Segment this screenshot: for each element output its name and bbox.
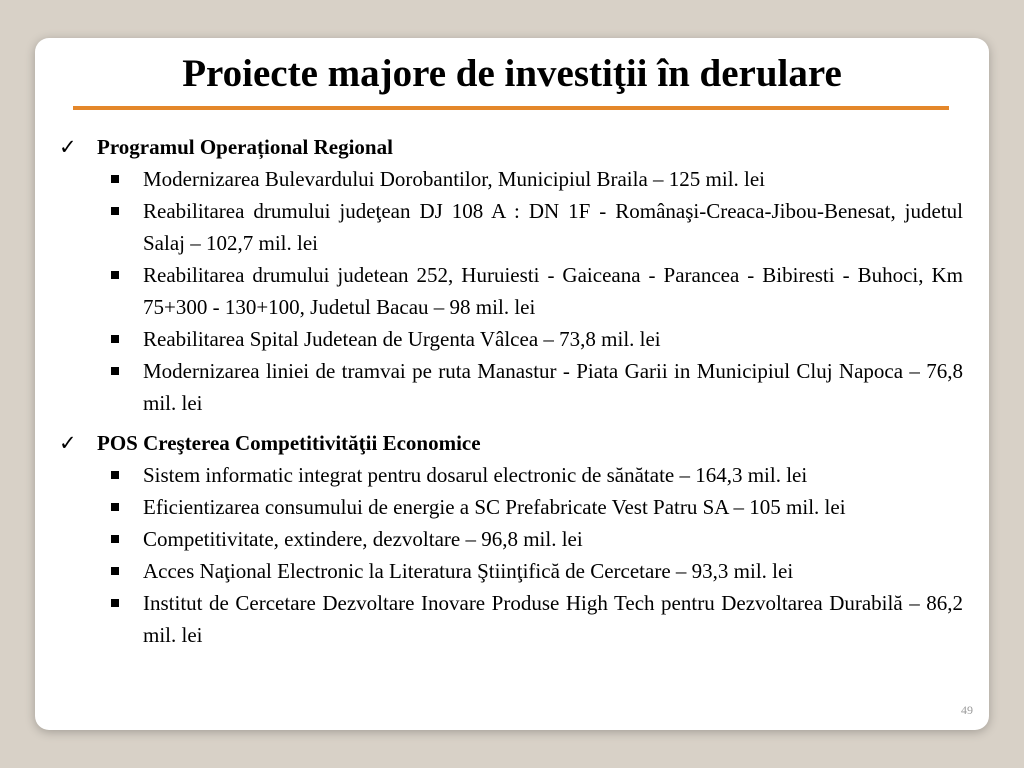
square-bullet-icon: [111, 175, 119, 183]
list-item: [55, 355, 963, 419]
list-item-text: Reabilitarea Spital Judetean de Urgenta Vâlcea – 73,8 mil. lei: [143, 327, 661, 351]
list-item: [55, 163, 963, 195]
list-item: [55, 587, 963, 651]
list-item: [55, 459, 963, 491]
square-bullet-icon: [111, 207, 119, 215]
square-bullet-icon: [111, 335, 119, 343]
list-item-text: Competitivitate, extindere, dezvoltare – 96,8 mil. lei: [143, 527, 583, 551]
section-heading: [55, 427, 963, 459]
slide-title: Proiecte majore de investiţii în derulare: [182, 52, 842, 95]
check-icon: ✓: [59, 431, 77, 455]
section-heading: [55, 131, 963, 163]
section-pos-competitivitate: [55, 427, 963, 651]
square-bullet-icon: [111, 367, 119, 375]
list-item-text: Sistem informatic integrat pentru dosarul electronic de sănătate – 164,3 mil. lei: [143, 463, 808, 487]
bullet-list: [55, 459, 963, 651]
square-bullet-icon: [111, 471, 119, 479]
square-bullet-icon: [111, 271, 119, 279]
check-icon: ✓: [59, 135, 77, 159]
list-item-text: Modernizarea Bulevardului Dorobantilor, Municipiul Braila – 125 mil. lei: [143, 167, 766, 191]
list-item-text: Modernizarea liniei de tramvai pe ruta Manastur - Piata Garii in Municipiul Cluj Napoca – 76,8 mil. lei: [143, 359, 963, 415]
list-item: [55, 259, 963, 323]
slide-content: [55, 131, 963, 659]
page-number: 49: [961, 703, 973, 717]
list-item-text: Eficientizarea consumului de energie a SC Prefabricate Vest Patru SA – 105 mil. lei: [143, 495, 846, 519]
square-bullet-icon: [111, 599, 119, 607]
square-bullet-icon: [111, 535, 119, 543]
section-heading-label: Programul Operațional Regional: [97, 135, 393, 159]
list-item: [55, 491, 963, 523]
list-item-text: Reabilitarea drumului judetean 252, Huruiesti - Gaiceana - Parancea - Bibiresti - Buhoci, Km 75+300 - 130+100, Judetul Bacau – 98 mil. lei: [143, 263, 963, 319]
bullet-list: [55, 163, 963, 419]
section-programul-operational-regional: [55, 131, 963, 419]
list-item-text: Acces Naţional Electronic la Literatura Ştiinţifică de Cercetare – 93,3 mil. lei: [143, 559, 794, 583]
square-bullet-icon: [111, 503, 119, 511]
section-heading-label: POS Creşterea Competitivităţii Economice: [97, 431, 481, 455]
list-item: [55, 555, 963, 587]
list-item-text: Institut de Cercetare Dezvoltare Inovare Produse High Tech pentru Dezvoltarea Durabilă – 86,2 mil. lei: [143, 591, 963, 647]
list-item: [55, 523, 963, 555]
slide-card: [35, 38, 989, 730]
list-item-text: Reabilitarea drumului judeţean DJ 108 A : DN 1F - Românaşi-Creaca-Jibou-Benesat, judetul Salaj – 102,7 mil. lei: [143, 199, 963, 255]
square-bullet-icon: [111, 567, 119, 575]
list-item: [55, 323, 963, 355]
list-item: [55, 195, 963, 259]
title-underline: [73, 106, 949, 110]
